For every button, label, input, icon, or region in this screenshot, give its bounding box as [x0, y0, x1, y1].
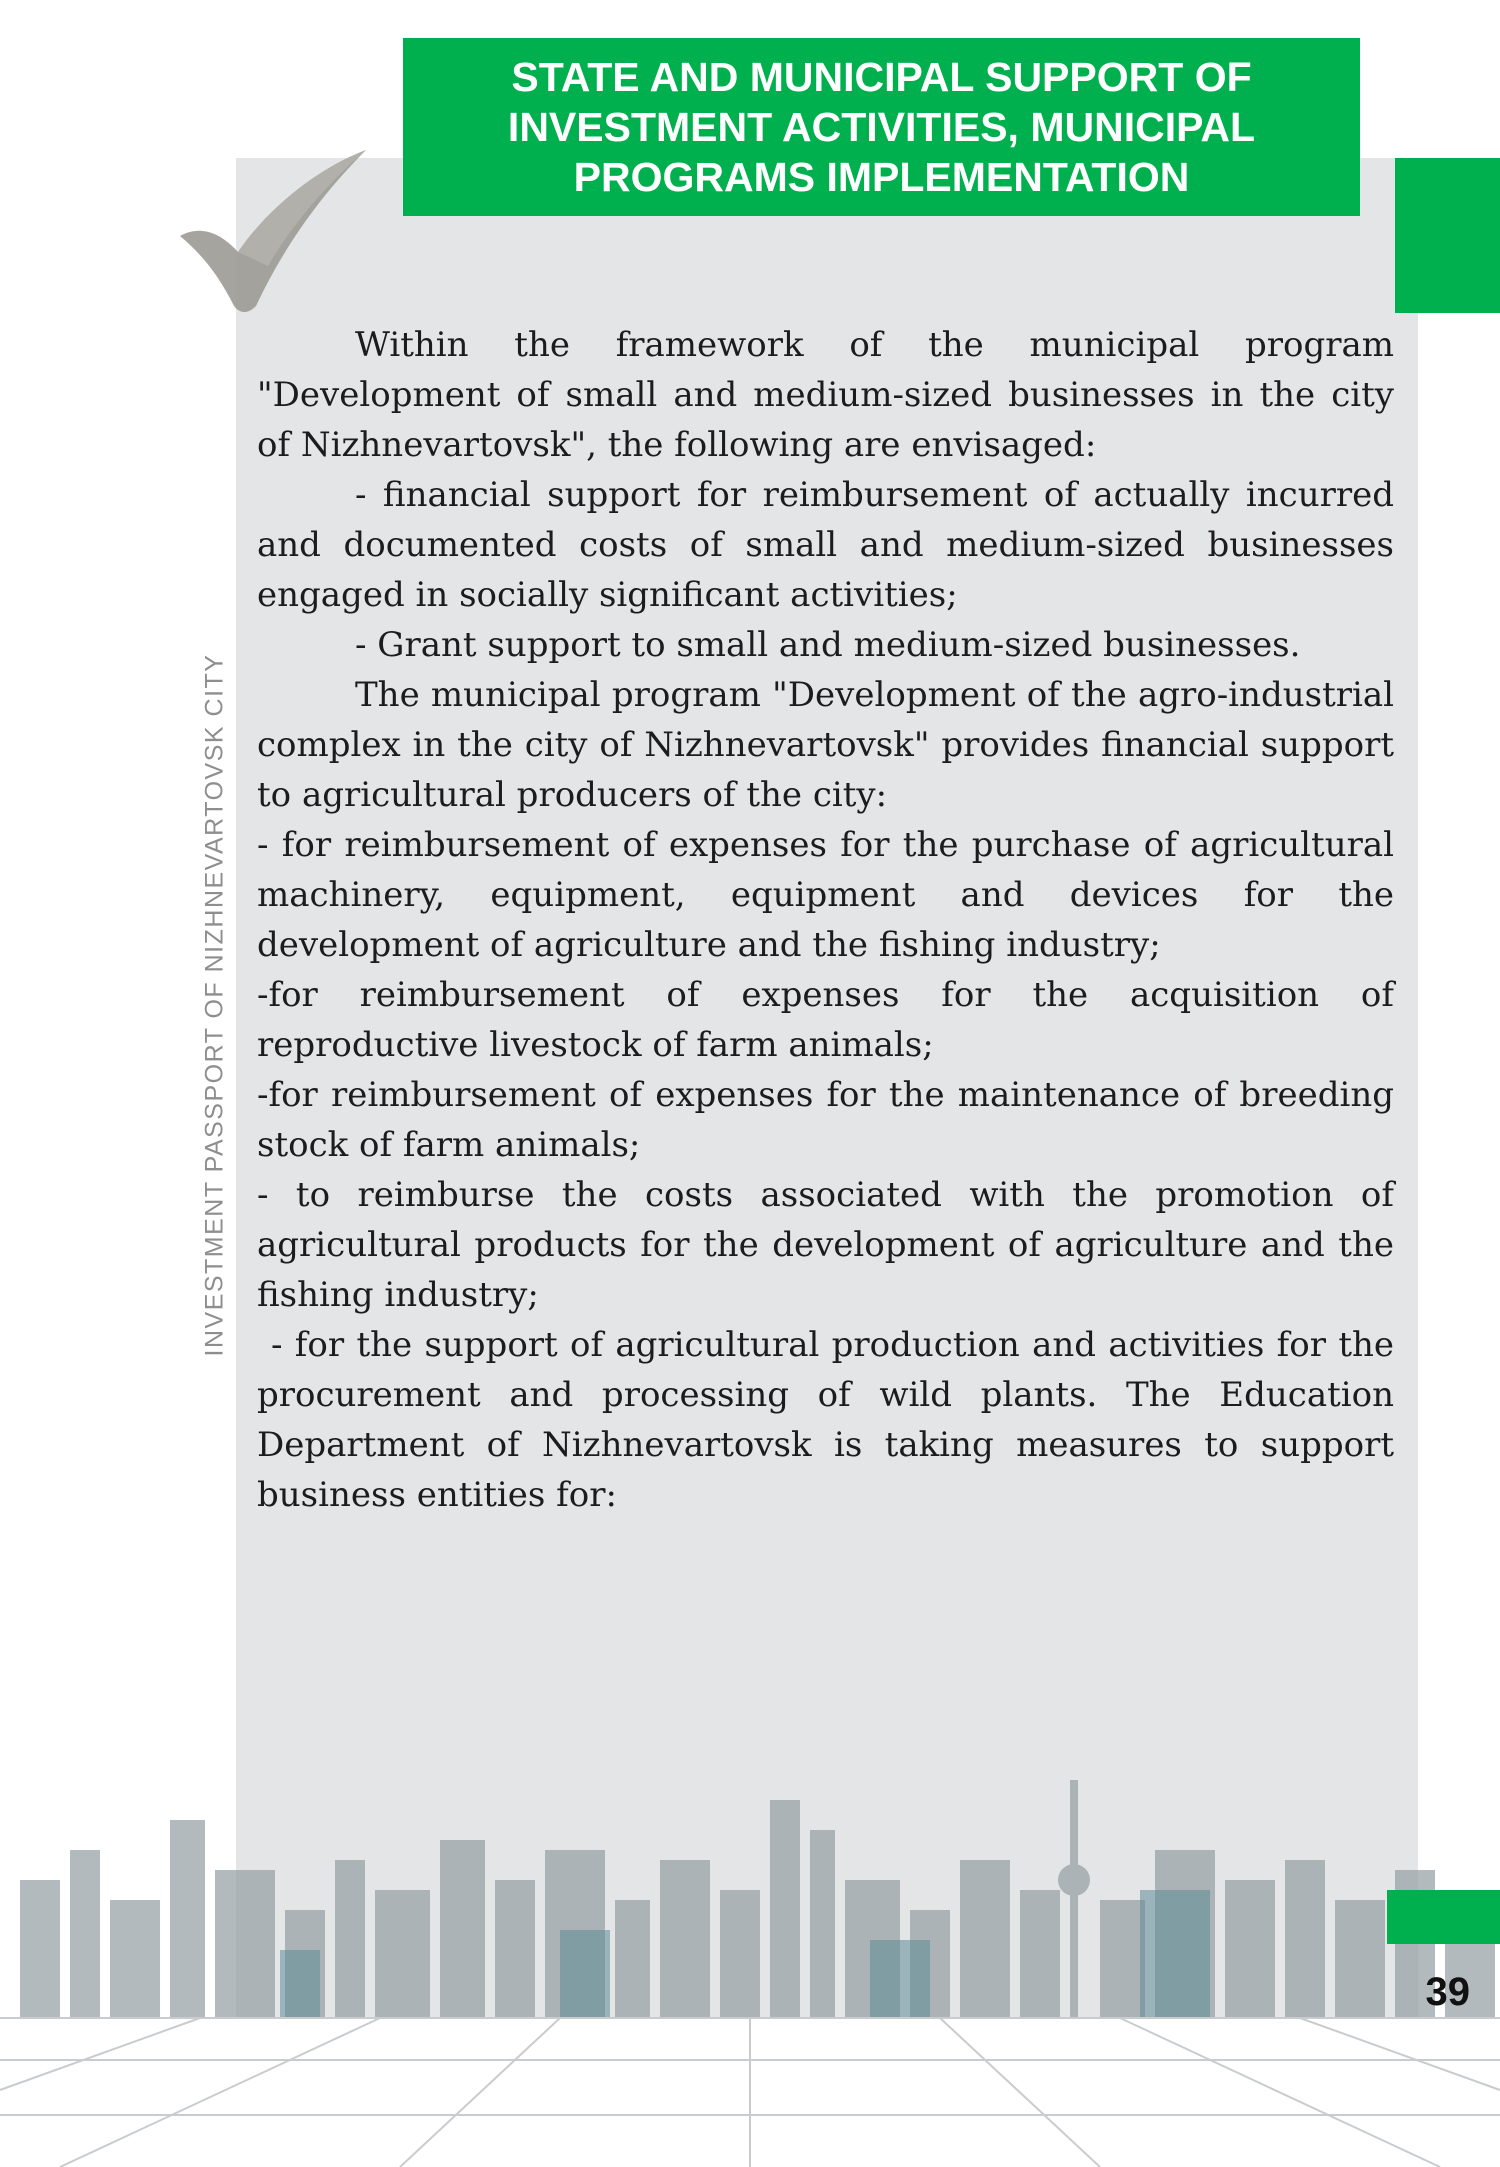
side-label: INVESTMENT PASSPORT OF NIZHNEVARTOVSK CITY [200, 653, 229, 1357]
paragraph: The municipal program "Development of the agro-industrial complex in the city of Nizhnevartovsk" provides financial support to agricultural producers of the city: [257, 675, 1394, 815]
body-text [257, 320, 1394, 1520]
paragraph: - financial support for reimbursement of actually incurred and documented costs of small and medium-sized businesses engaged in socially significant activities; [257, 475, 1394, 615]
paragraph: - for reimbursement of expenses for the purchase of agricultural machinery, equipment, equipment and devices for the development of agriculture and the fishing industry; [257, 825, 1394, 965]
green-accent-top [1395, 158, 1500, 313]
paragraph: - Grant support to small and medium-sized businesses. [355, 625, 1301, 665]
section-header [403, 38, 1360, 216]
paragraph: - to reimburse the costs associated with the promotion of agricultural products for the development of agriculture and the fishing industry; [257, 1175, 1394, 1315]
checkmark-icon [178, 148, 378, 318]
paragraph: - for the support of agricultural production and activities for the procurement and processing of wild plants. The Education Department of Nizhnevartovsk is taking measures to support business entities for: [257, 1325, 1394, 1515]
paragraph: -for reimbursement of expenses for the acquisition of reproductive livestock of farm animals; [257, 975, 1394, 1065]
green-accent-bottom [1387, 1890, 1500, 1944]
paragraph: Within the framework of the municipal program "Development of small and medium-sized businesses in the city of Nizhnevartovsk", the following are envisaged: [257, 325, 1394, 465]
page-number: 39 [1425, 1970, 1470, 2014]
page-title: STATE AND MUNICIPAL SUPPORT OF INVESTMENT ACTIVITIES, MUNICIPAL PROGRAMS IMPLEMENTATION [507, 54, 1256, 200]
city-skyline-illustration [0, 1760, 1500, 2167]
paragraph: -for reimbursement of expenses for the maintenance of breeding stock of farm animals; [257, 1075, 1394, 1165]
